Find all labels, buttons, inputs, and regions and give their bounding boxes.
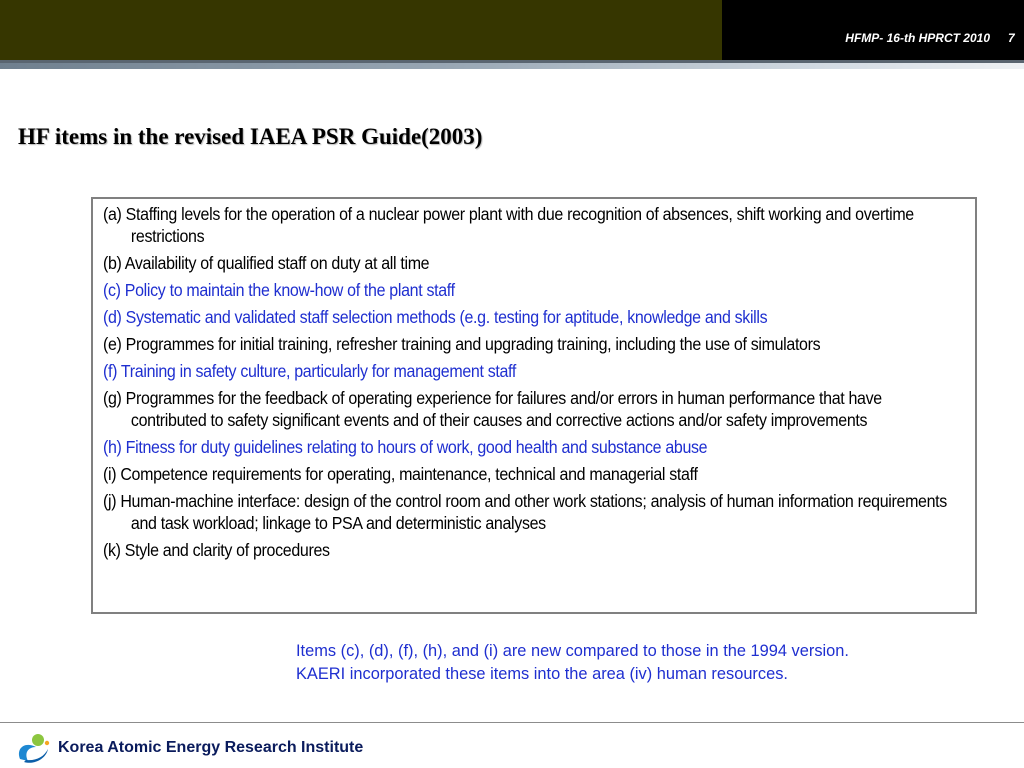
- hf-item: (a) Staffing levels for the operation of a nuclear power plant with due recognition of absences, shift working and overtime restrictions: [103, 204, 914, 246]
- header-gradient-bar: [0, 63, 1024, 69]
- footer-divider: [0, 722, 1024, 723]
- hf-item: (e) Programmes for initial training, refresher training and upgrading training, including the use of simulators: [103, 334, 821, 354]
- kaeri-logo-icon: [14, 729, 54, 765]
- note-line-2: KAERI incorporated these items into the area (iv) human resources.: [296, 665, 788, 683]
- hf-item: (h) Fitness for duty guidelines relating to hours of work, good health and substance abuse: [103, 437, 708, 457]
- hf-item: (g) Programmes for the feedback of operating experience for failures and/or errors in human performance that have contributed to safety significant events and of their causes and corrective actions and/or safety improvements: [103, 388, 882, 430]
- hf-item: (d) Systematic and validated staff selection methods (e.g. testing for aptitude, knowledge and skills: [103, 307, 768, 327]
- hf-item: (i) Competence requirements for operating, maintenance, technical and managerial staff: [103, 464, 698, 484]
- hf-item: (c) Policy to maintain the know-how of the plant staff: [103, 280, 455, 300]
- hf-items-box: [91, 197, 977, 614]
- conference-label: HFMP- 16-th HPRCT 2010: [845, 31, 990, 45]
- page-number: 7: [1008, 31, 1015, 45]
- hf-item: (j) Human-machine interface: design of the control room and other work stations; analysis of human information requirements and task workload; linkage to PSA and deterministic analyses: [103, 491, 947, 533]
- hf-item: (b) Availability of qualified staff on duty at all time: [103, 253, 430, 273]
- note-line-1: Items (c), (d), (f), (h), and (i) are new compared to those in the 1994 version.: [296, 642, 849, 660]
- hf-items-list: [103, 203, 947, 566]
- hf-item: (k) Style and clarity of procedures: [103, 540, 330, 560]
- header-right-block: [722, 0, 1024, 60]
- slide-title: HF items in the revised IAEA PSR Guide(2003): [18, 124, 483, 149]
- institute-name: Korea Atomic Energy Research Institute: [58, 739, 364, 756]
- hf-item: (f) Training in safety culture, particularly for management staff: [103, 361, 516, 381]
- note-text: [296, 640, 849, 686]
